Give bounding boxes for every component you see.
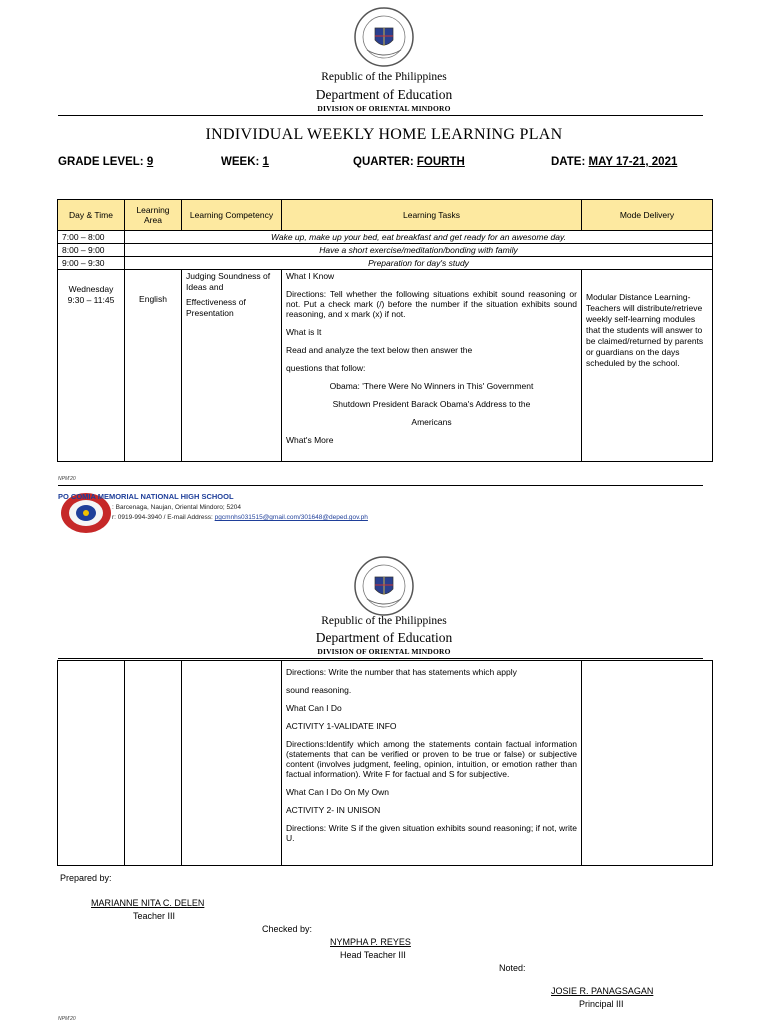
learning-plan-table-continued — [57, 660, 713, 866]
task-directions: Directions: Write S if the given situation exhibits sound reasoning; if not, write U. — [286, 823, 577, 843]
npm-code: NPM'20 — [58, 476, 76, 482]
noter-name: JOSIE R. PANAGSAGAN — [551, 986, 654, 996]
band-time: 8:00 – 9:00 — [58, 244, 125, 257]
preparer-name: MARIANNE NITA C. DELEN — [91, 898, 205, 908]
task-heading: What I Know — [286, 271, 335, 281]
day-text: Wednesday — [68, 284, 114, 294]
contact-text: r: 0919-994-3940 / E-mail Address: — [112, 514, 215, 521]
task-text: Read and analyze the text below then answer the — [286, 345, 473, 355]
prepared-by-label: Prepared by: — [60, 873, 112, 883]
task-directions: Directions: Write the number that has statements which apply — [286, 667, 517, 677]
task-heading: ACTIVITY 2- IN UNISON — [286, 805, 381, 815]
competency-line: Judging Soundness of Ideas and — [186, 271, 271, 292]
department-line: Department of Education — [315, 630, 453, 645]
header-learning-tasks: Learning Tasks — [282, 200, 582, 231]
table-row — [58, 270, 713, 462]
preparer-title: Teacher III — [133, 911, 176, 921]
learning-area-cell: English — [125, 270, 182, 462]
npm-code: NPM'20 — [58, 1016, 76, 1022]
band-time: 9:00 – 9:30 — [58, 257, 125, 270]
noted-label: Noted: — [499, 963, 526, 973]
date: DATE: MAY 17-21, 2021 — [551, 156, 678, 168]
table-row — [58, 257, 713, 270]
republic-line: Republic of the Philippines — [321, 71, 447, 83]
header-rule — [58, 658, 703, 659]
school-contact — [112, 514, 368, 521]
table-row — [58, 231, 713, 244]
task-heading: What Can I Do — [286, 703, 342, 713]
republic-line: Republic of the Philippines — [321, 615, 447, 627]
band-activity: Wake up, make up your bed, eat breakfast and get ready for an awesome day. — [125, 231, 713, 244]
competency-cell — [182, 661, 282, 866]
table-row — [58, 661, 713, 866]
plan-title: INDIVIDUAL WEEKLY HOME LEARNING PLAN — [205, 126, 563, 143]
department-line: Department of Education — [315, 87, 453, 102]
task-heading: What's More — [286, 435, 334, 445]
band-activity: Have a short exercise/meditation/bonding with family — [125, 244, 713, 257]
competency-cell — [182, 270, 282, 462]
school-address: : Barcenaga, Naujan, Oriental Mindoro; 5204 — [112, 504, 241, 511]
learning-tasks-cell — [282, 661, 582, 866]
deped-seal-logo — [353, 6, 415, 68]
day-time-cell — [58, 270, 125, 462]
task-directions: Directions: Tell whether the following situations exhibit sound reasoning or not. Put a check mark (/) before the number if the situation exhibits sound reasoning, and x mark (x) if not. — [286, 289, 577, 319]
band-activity: Preparation for day's study — [125, 257, 713, 270]
checked-by-label: Checked by: — [262, 924, 313, 934]
checker-title: Head Teacher III — [340, 950, 406, 960]
task-directions: Directions:Identify which among the statements contain factual information (statements that can be verified or proven to be true or false) or subjective content (involves judgment, feeling, opinion, intuition, or emotion rather than factual information). Write F for factual and S for subjective. — [286, 739, 577, 779]
learning-area-cell — [125, 661, 182, 866]
footer-rule — [58, 485, 703, 486]
header-learning-competency: Learning Competency — [182, 200, 282, 231]
checker-name: NYMPHA P. REYES — [330, 937, 411, 947]
competency-line: Effectiveness of Presentation — [186, 297, 246, 318]
quarter: QUARTER: FOURTH — [353, 156, 465, 168]
division-line: DIVISION OF ORIENTAL MINDORO — [317, 104, 451, 113]
day-time-cell — [58, 661, 125, 866]
task-text: Shutdown President Barack Obama's Address to the — [332, 399, 531, 409]
task-heading: What is It — [286, 327, 322, 337]
task-heading: ACTIVITY 1-VALIDATE INFO — [286, 721, 397, 731]
task-text: Americans — [411, 417, 452, 427]
mode-delivery-cell: Modular Distance Learning- Teachers will distribute/retrieve weekly self-learning modules that the students will answer to be claimed/returned by parents or guardians on the days scheduled by the school. — [582, 270, 713, 462]
grade-level: GRADE LEVEL: 9 — [58, 156, 154, 168]
task-text: Obama: 'There Were No Winners in This' Government — [329, 381, 534, 391]
header-day-time: Day & Time — [58, 200, 125, 231]
header-mode-delivery: Mode Delivery — [582, 200, 713, 231]
task-heading: What Can I Do On My Own — [286, 787, 389, 797]
task-text: questions that follow: — [286, 363, 366, 373]
division-line: DIVISION OF ORIENTAL MINDORO — [317, 647, 451, 656]
noter-title: Principal III — [579, 999, 624, 1009]
task-text: sound reasoning. — [286, 685, 352, 695]
time-text: 9:30 – 11:45 — [67, 295, 115, 305]
school-email-link[interactable]: pgcmnhs031515@gmail.com/301648@deped.gov.ph — [214, 514, 368, 521]
table-row — [58, 244, 713, 257]
header-rule — [58, 115, 703, 116]
header-learning-area: Learning Area — [125, 200, 182, 231]
learning-plan-table — [57, 199, 713, 462]
learning-tasks-cell — [282, 270, 582, 462]
table-header-row — [58, 200, 713, 231]
deped-seal-logo — [353, 555, 415, 617]
school-name: PO COMIA MEMORIAL NATIONAL HIGH SCHOOL — [58, 492, 234, 501]
week: WEEK: 1 — [221, 156, 269, 168]
mode-delivery-cell — [582, 661, 713, 866]
band-time: 7:00 – 8:00 — [58, 231, 125, 244]
